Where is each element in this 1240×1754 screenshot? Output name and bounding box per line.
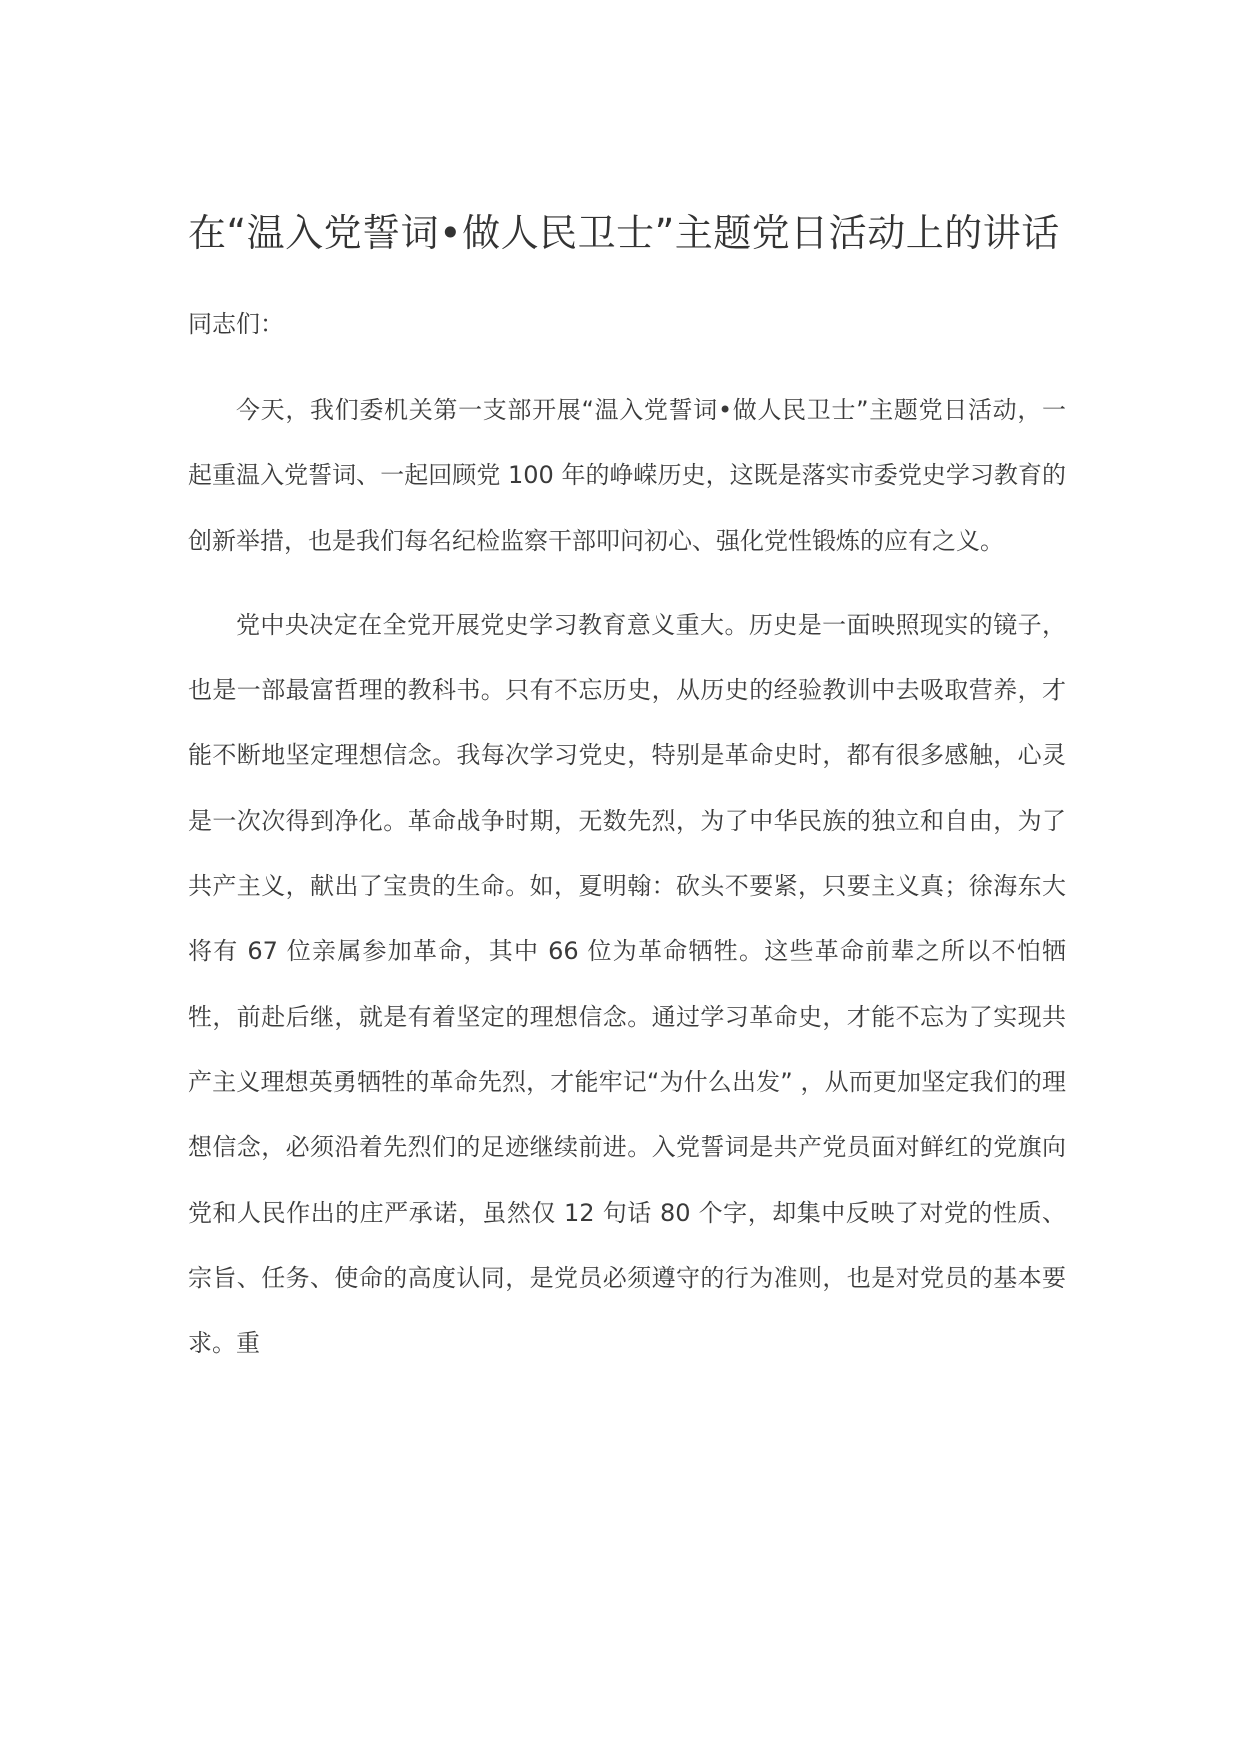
salutation: 同志们： — [188, 310, 284, 338]
document-page — [188, 196, 1066, 1376]
paragraph-1: 今天，我们委机关第一支部开展“温入党誓词•做人民卫士”主题党日活动，一起重温入党誓词、一起回顾党 100 年的峥嵘历史，这既是落实市委党史学习教育的创新举措，也是我们每名纪检监察干部叩问初心、强化党性锻炼的应有之义。 — [188, 396, 1066, 555]
paragraph-2: 党中央决定在全党开展党史学习教育意义重大。历史是一面映照现实的镜子，也是一部最富哲理的教科书。只有不忘历史，从历史的经验教训中去吸取营养，才能不断地坚定理想信念。我每次学习党史，特别是革命史时，都有很多感触，心灵是一次次得到净化。革命战争时期，无数先烈，为了中华民族的独立和自由，为了共产主义，献出了宝贵的生命。如，夏明翰：砍头不要紧，只要主义真；徐海东大将有 67 位亲属参加革命，其中 66 位为革命牺牲。这些革命前辈之所以不怕牺牲，前赴后继，就是有着坚定的理想信念。通过学习革命史，才能不忘为了实现共产主义理想英勇牺牲的革命先烈，才能牢记“为什么出发” ，从而更加坚定我们的理想信念，必须沿着先烈们的足迹继续前进。入党誓词是共产党员面对鲜红的党旗向党和人民作出的庄严承诺，虽然仅 12 句话 80 个字，却集中反映了对党的性质、宗旨、任务、使命的高度认同，是党员必须遵守的行为准则，也是对党员的基本要求。重 — [188, 610, 1066, 1358]
document-title: 在“温入党誓词•做人民卫士”主题党日活动上的讲话 — [188, 211, 1060, 255]
